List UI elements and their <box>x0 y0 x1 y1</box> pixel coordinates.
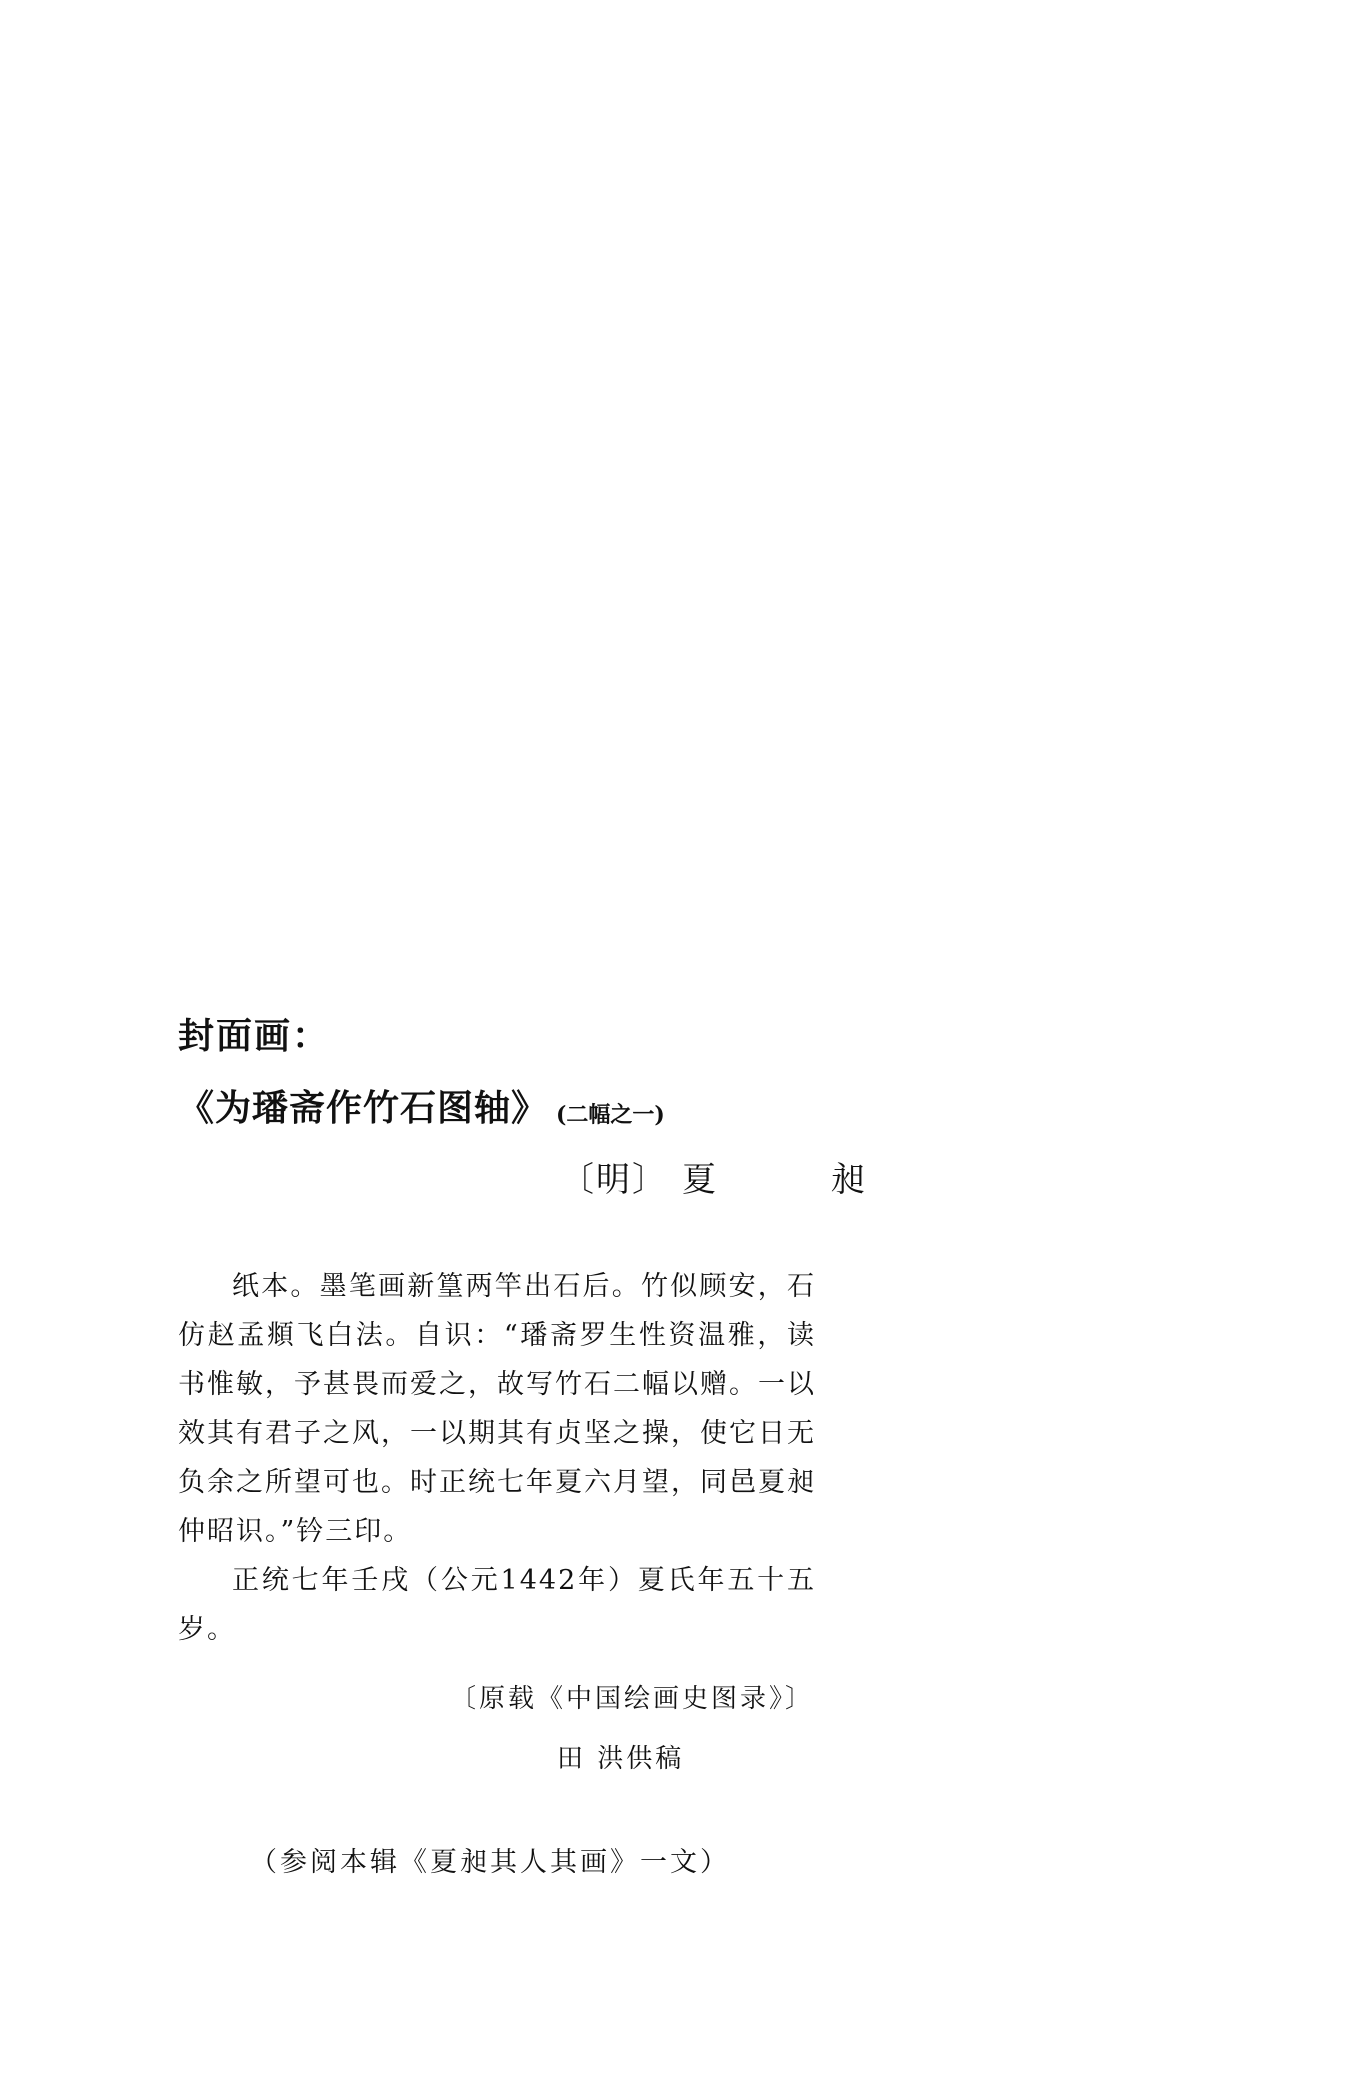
artwork-title: 《为璠斋作竹石图轴》 <box>178 1087 549 1129</box>
artwork-title-line <box>178 1080 665 1131</box>
contributor-credit: 田 洪供稿 <box>557 1744 685 1774</box>
artwork-title-note: (二幅之一) <box>556 1102 665 1128</box>
page-heading: 封面画： <box>178 1015 331 1057</box>
source-citation: 〔原载《中国绘画史图录》〕 <box>450 1684 815 1714</box>
artwork-description <box>178 1262 816 1654</box>
description-paragraph: 纸本。墨笔画新篁两竿出石后。竹似顾安，石仿赵孟頫飞白法。自识：“璠斋罗生性资温雅，读书惟敏，予甚畏而爱之，故写竹石二幅以赠。一以效其有君子之风，一以期其有贞坚之操，使它日无负余之所望可也。时正统七年夏六月望，同邑夏昶仲昭识。”钤三印。 <box>178 1271 816 1547</box>
artist-dynasty: 〔明〕 <box>560 1160 668 1200</box>
artist-name: 夏 昶 <box>682 1160 917 1200</box>
artist-credit <box>560 1152 917 1201</box>
description-paragraph: 正统七年壬戌（公元1442年）夏氏年五十五岁。 <box>178 1565 816 1645</box>
cross-reference-note: （参阅本辑《夏昶其人其画》一文） <box>250 1847 730 1878</box>
